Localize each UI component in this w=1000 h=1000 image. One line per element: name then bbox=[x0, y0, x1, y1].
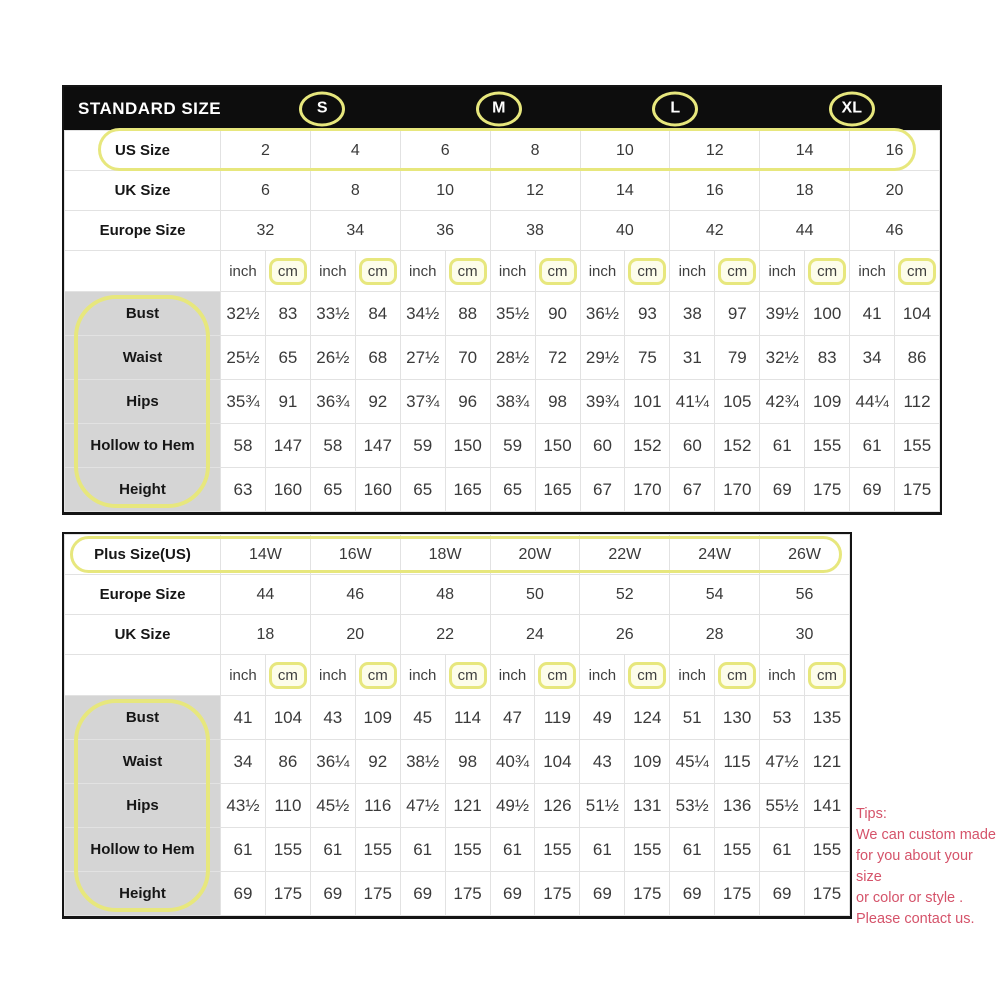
standard-size-title: STANDARD SIZE bbox=[78, 98, 222, 118]
unit-inch-label: inch bbox=[760, 251, 805, 292]
size-group-circle-s: S bbox=[299, 91, 345, 126]
measurement-value: 47 bbox=[490, 696, 535, 740]
measurement-value: 41 bbox=[221, 696, 266, 740]
size-value: 50 bbox=[490, 575, 580, 615]
measurement-value: 70 bbox=[445, 336, 490, 380]
size-value: 12 bbox=[490, 171, 580, 211]
measurement-value: 45½ bbox=[310, 784, 355, 828]
size-value: 18 bbox=[221, 615, 311, 655]
measurement-label: Waist bbox=[65, 740, 221, 784]
measurement-value: 126 bbox=[535, 784, 580, 828]
unit-inch-label: inch bbox=[670, 251, 715, 292]
size-value: 22 bbox=[400, 615, 490, 655]
unit-inch-label: inch bbox=[760, 655, 805, 696]
tips-line: We can custom made bbox=[856, 827, 996, 843]
size-value: 18W bbox=[400, 535, 490, 575]
unit-cm-cell bbox=[625, 655, 670, 696]
size-value: 20 bbox=[850, 171, 940, 211]
measurement-value: 53½ bbox=[670, 784, 715, 828]
row-label: Europe Size bbox=[65, 575, 221, 615]
size-value: 46 bbox=[850, 211, 940, 251]
cm-highlight-box: cm bbox=[359, 662, 397, 689]
measurement-value: 96 bbox=[445, 380, 490, 424]
unit-inch-label: inch bbox=[580, 251, 625, 292]
size-value: 26W bbox=[760, 535, 850, 575]
measurement-value: 155 bbox=[625, 828, 670, 872]
standard-size-header bbox=[64, 87, 940, 130]
measurement-value: 40¾ bbox=[490, 740, 535, 784]
row-label: US Size bbox=[65, 131, 221, 171]
measurement-value: 60 bbox=[580, 424, 625, 468]
measurement-value: 69 bbox=[850, 468, 895, 512]
measurement-value: 100 bbox=[805, 292, 850, 336]
measurement-label: Hollow to Hem bbox=[65, 424, 221, 468]
standard-size-table bbox=[62, 85, 942, 515]
measurement-value: 61 bbox=[670, 828, 715, 872]
measurement-value: 88 bbox=[445, 292, 490, 336]
measurement-value: 45¼ bbox=[670, 740, 715, 784]
measurement-value: 43 bbox=[310, 696, 355, 740]
measurement-value: 65 bbox=[310, 468, 355, 512]
measurement-value: 69 bbox=[400, 872, 445, 916]
measurement-value: 34½ bbox=[400, 292, 445, 336]
size-value: 44 bbox=[221, 575, 311, 615]
unit-inch-label: inch bbox=[400, 655, 445, 696]
size-value: 46 bbox=[310, 575, 400, 615]
measurement-value: 136 bbox=[715, 784, 760, 828]
standard-size-grid bbox=[64, 130, 940, 512]
size-value: 48 bbox=[400, 575, 490, 615]
measurement-value: 110 bbox=[265, 784, 310, 828]
size-value: 30 bbox=[760, 615, 850, 655]
size-value: 6 bbox=[400, 131, 490, 171]
measurement-value: 39½ bbox=[760, 292, 805, 336]
measurement-value: 65 bbox=[490, 468, 535, 512]
cm-highlight-box: cm bbox=[539, 258, 577, 285]
measurement-label: Height bbox=[65, 872, 221, 916]
row-label-empty bbox=[65, 655, 221, 696]
cm-highlight-box: cm bbox=[898, 258, 936, 285]
unit-inch-label: inch bbox=[670, 655, 715, 696]
size-value: 8 bbox=[490, 131, 580, 171]
measurement-value: 175 bbox=[535, 872, 580, 916]
size-value: 54 bbox=[670, 575, 760, 615]
unit-cm-cell bbox=[445, 251, 490, 292]
measurement-value: 175 bbox=[445, 872, 490, 916]
size-value: 10 bbox=[400, 171, 490, 211]
measurement-value: 83 bbox=[265, 292, 310, 336]
size-value: 56 bbox=[760, 575, 850, 615]
measurement-value: 59 bbox=[400, 424, 445, 468]
measurement-value: 33½ bbox=[310, 292, 355, 336]
measurement-value: 79 bbox=[715, 336, 760, 380]
measurement-value: 175 bbox=[625, 872, 670, 916]
tips-note bbox=[856, 804, 1000, 930]
measurement-value: 104 bbox=[895, 292, 940, 336]
measurement-value: 47½ bbox=[400, 784, 445, 828]
row-label: Europe Size bbox=[65, 211, 221, 251]
measurement-value: 61 bbox=[580, 828, 625, 872]
measurement-value: 109 bbox=[355, 696, 400, 740]
measurement-value: 60 bbox=[670, 424, 715, 468]
measurement-value: 36½ bbox=[580, 292, 625, 336]
measurement-value: 36¾ bbox=[310, 380, 355, 424]
measurement-value: 155 bbox=[445, 828, 490, 872]
measurement-value: 84 bbox=[355, 292, 400, 336]
tips-text bbox=[856, 825, 1000, 930]
measurement-value: 135 bbox=[804, 696, 849, 740]
measurement-value: 38¾ bbox=[490, 380, 535, 424]
measurement-value: 59 bbox=[490, 424, 535, 468]
measurement-value: 31 bbox=[670, 336, 715, 380]
size-value: 10 bbox=[580, 131, 670, 171]
cm-highlight-box: cm bbox=[269, 258, 307, 285]
size-value: 40 bbox=[580, 211, 670, 251]
measurement-value: 90 bbox=[535, 292, 580, 336]
measurement-value: 155 bbox=[805, 424, 850, 468]
measurement-value: 104 bbox=[535, 740, 580, 784]
size-value: 14 bbox=[760, 131, 850, 171]
measurement-value: 160 bbox=[265, 468, 310, 512]
measurement-value: 155 bbox=[715, 828, 760, 872]
measurement-value: 114 bbox=[445, 696, 490, 740]
measurement-value: 58 bbox=[310, 424, 355, 468]
cm-highlight-box: cm bbox=[538, 662, 576, 689]
measurement-value: 68 bbox=[355, 336, 400, 380]
unit-inch-label: inch bbox=[580, 655, 625, 696]
measurement-value: 175 bbox=[265, 872, 310, 916]
measurement-value: 49½ bbox=[490, 784, 535, 828]
measurement-value: 72 bbox=[535, 336, 580, 380]
measurement-value: 175 bbox=[805, 468, 850, 512]
measurement-value: 155 bbox=[804, 828, 849, 872]
measurement-value: 28½ bbox=[490, 336, 535, 380]
size-value: 14W bbox=[221, 535, 311, 575]
measurement-value: 152 bbox=[625, 424, 670, 468]
measurement-value: 45 bbox=[400, 696, 445, 740]
size-value: 8 bbox=[310, 171, 400, 211]
unit-inch-label: inch bbox=[310, 251, 355, 292]
measurement-value: 63 bbox=[221, 468, 266, 512]
unit-cm-cell bbox=[715, 251, 760, 292]
measurement-label: Bust bbox=[65, 292, 221, 336]
measurement-value: 92 bbox=[355, 380, 400, 424]
measurement-value: 26½ bbox=[310, 336, 355, 380]
row-label-empty bbox=[65, 251, 221, 292]
measurement-value: 32½ bbox=[221, 292, 266, 336]
measurement-value: 92 bbox=[355, 740, 400, 784]
measurement-value: 34 bbox=[221, 740, 266, 784]
measurement-value: 147 bbox=[355, 424, 400, 468]
measurement-value: 115 bbox=[715, 740, 760, 784]
measurement-value: 86 bbox=[895, 336, 940, 380]
measurement-value: 61 bbox=[850, 424, 895, 468]
unit-cm-cell bbox=[625, 251, 670, 292]
row-label: UK Size bbox=[65, 615, 221, 655]
cm-highlight-box: cm bbox=[269, 662, 307, 689]
unit-inch-label: inch bbox=[221, 655, 266, 696]
measurement-label: Hips bbox=[65, 784, 221, 828]
measurement-value: 61 bbox=[760, 828, 805, 872]
unit-cm-cell bbox=[355, 251, 400, 292]
measurement-value: 69 bbox=[760, 872, 805, 916]
measurement-value: 112 bbox=[895, 380, 940, 424]
size-value: 16 bbox=[670, 171, 760, 211]
size-value: 18 bbox=[760, 171, 850, 211]
measurement-label: Hollow to Hem bbox=[65, 828, 221, 872]
cm-highlight-box: cm bbox=[718, 258, 756, 285]
cm-highlight-box: cm bbox=[808, 662, 846, 689]
unit-cm-cell bbox=[895, 251, 940, 292]
measurement-value: 51½ bbox=[580, 784, 625, 828]
cm-highlight-box: cm bbox=[449, 258, 487, 285]
size-value: 44 bbox=[760, 211, 850, 251]
measurement-value: 38 bbox=[670, 292, 715, 336]
unit-cm-cell bbox=[805, 251, 850, 292]
measurement-value: 53 bbox=[760, 696, 805, 740]
unit-cm-cell bbox=[535, 655, 580, 696]
measurement-value: 75 bbox=[625, 336, 670, 380]
measurement-value: 116 bbox=[355, 784, 400, 828]
measurement-value: 41 bbox=[850, 292, 895, 336]
measurement-value: 97 bbox=[715, 292, 760, 336]
measurement-label: Hips bbox=[65, 380, 221, 424]
size-value: 12 bbox=[670, 131, 760, 171]
size-group-circles-area bbox=[234, 87, 940, 130]
measurement-value: 25½ bbox=[221, 336, 266, 380]
measurement-value: 69 bbox=[580, 872, 625, 916]
measurement-value: 34 bbox=[850, 336, 895, 380]
tips-line: for you about your size bbox=[856, 848, 973, 885]
unit-inch-label: inch bbox=[221, 251, 266, 292]
unit-cm-cell bbox=[715, 655, 760, 696]
unit-inch-label: inch bbox=[400, 251, 445, 292]
size-value: 2 bbox=[221, 131, 311, 171]
measurement-value: 131 bbox=[625, 784, 670, 828]
size-group-circle-m: M bbox=[476, 91, 522, 126]
measurement-value: 175 bbox=[715, 872, 760, 916]
measurement-value: 155 bbox=[355, 828, 400, 872]
measurement-value: 29½ bbox=[580, 336, 625, 380]
measurement-value: 47½ bbox=[760, 740, 805, 784]
unit-cm-cell bbox=[355, 655, 400, 696]
measurement-value: 152 bbox=[715, 424, 760, 468]
measurement-label: Waist bbox=[65, 336, 221, 380]
unit-cm-cell bbox=[445, 655, 490, 696]
unit-inch-label: inch bbox=[850, 251, 895, 292]
row-label: Plus Size(US) bbox=[65, 535, 221, 575]
measurement-value: 38½ bbox=[400, 740, 445, 784]
measurement-value: 86 bbox=[265, 740, 310, 784]
measurement-value: 27½ bbox=[400, 336, 445, 380]
measurement-value: 69 bbox=[670, 872, 715, 916]
measurement-value: 155 bbox=[535, 828, 580, 872]
size-group-circle-l: L bbox=[652, 91, 698, 126]
measurement-value: 150 bbox=[445, 424, 490, 468]
measurement-value: 61 bbox=[310, 828, 355, 872]
measurement-value: 41¼ bbox=[670, 380, 715, 424]
size-value: 28 bbox=[670, 615, 760, 655]
measurement-value: 61 bbox=[221, 828, 266, 872]
measurement-value: 175 bbox=[355, 872, 400, 916]
size-value: 4 bbox=[310, 131, 400, 171]
measurement-value: 35¾ bbox=[221, 380, 266, 424]
size-value: 24W bbox=[670, 535, 760, 575]
measurement-value: 104 bbox=[265, 696, 310, 740]
unit-cm-cell bbox=[265, 655, 310, 696]
measurement-value: 101 bbox=[625, 380, 670, 424]
measurement-value: 91 bbox=[265, 380, 310, 424]
tips-line: or color or style . bbox=[856, 890, 964, 906]
measurement-value: 124 bbox=[625, 696, 670, 740]
cm-highlight-box: cm bbox=[628, 258, 666, 285]
measurement-value: 150 bbox=[535, 424, 580, 468]
measurement-value: 69 bbox=[760, 468, 805, 512]
cm-highlight-box: cm bbox=[718, 662, 756, 689]
size-group-circle-xl: XL bbox=[829, 91, 875, 126]
measurement-value: 147 bbox=[265, 424, 310, 468]
size-value: 14 bbox=[580, 171, 670, 211]
size-value: 24 bbox=[490, 615, 580, 655]
unit-inch-label: inch bbox=[490, 655, 535, 696]
measurement-value: 35½ bbox=[490, 292, 535, 336]
measurement-value: 175 bbox=[804, 872, 849, 916]
measurement-value: 165 bbox=[535, 468, 580, 512]
plus-size-grid bbox=[64, 534, 850, 916]
cm-highlight-box: cm bbox=[449, 662, 487, 689]
measurement-value: 61 bbox=[400, 828, 445, 872]
measurement-value: 121 bbox=[804, 740, 849, 784]
measurement-value: 39¾ bbox=[580, 380, 625, 424]
measurement-value: 83 bbox=[805, 336, 850, 380]
measurement-value: 42¾ bbox=[760, 380, 805, 424]
measurement-value: 69 bbox=[310, 872, 355, 916]
measurement-value: 130 bbox=[715, 696, 760, 740]
unit-inch-label: inch bbox=[490, 251, 535, 292]
measurement-value: 61 bbox=[760, 424, 805, 468]
measurement-value: 98 bbox=[445, 740, 490, 784]
measurement-value: 98 bbox=[535, 380, 580, 424]
size-value: 16 bbox=[850, 131, 940, 171]
measurement-value: 155 bbox=[895, 424, 940, 468]
size-value: 38 bbox=[490, 211, 580, 251]
measurement-value: 109 bbox=[625, 740, 670, 784]
cm-highlight-box: cm bbox=[359, 258, 397, 285]
measurement-value: 119 bbox=[535, 696, 580, 740]
measurement-value: 51 bbox=[670, 696, 715, 740]
size-value: 20W bbox=[490, 535, 580, 575]
measurement-value: 93 bbox=[625, 292, 670, 336]
unit-cm-cell bbox=[804, 655, 849, 696]
measurement-value: 141 bbox=[804, 784, 849, 828]
measurement-value: 49 bbox=[580, 696, 625, 740]
measurement-value: 43 bbox=[580, 740, 625, 784]
measurement-value: 160 bbox=[355, 468, 400, 512]
cm-highlight-box: cm bbox=[808, 258, 846, 285]
cm-highlight-box: cm bbox=[628, 662, 666, 689]
measurement-value: 69 bbox=[490, 872, 535, 916]
measurement-label: Bust bbox=[65, 696, 221, 740]
measurement-value: 69 bbox=[221, 872, 266, 916]
measurement-value: 175 bbox=[895, 468, 940, 512]
measurement-value: 65 bbox=[265, 336, 310, 380]
size-value: 42 bbox=[670, 211, 760, 251]
measurement-value: 65 bbox=[400, 468, 445, 512]
measurement-value: 36¼ bbox=[310, 740, 355, 784]
measurement-value: 32½ bbox=[760, 336, 805, 380]
tips-title: Tips: bbox=[856, 806, 887, 822]
measurement-value: 55½ bbox=[760, 784, 805, 828]
plus-size-table bbox=[62, 532, 852, 919]
measurement-value: 67 bbox=[580, 468, 625, 512]
size-value: 34 bbox=[310, 211, 400, 251]
measurement-label: Height bbox=[65, 468, 221, 512]
unit-cm-cell bbox=[265, 251, 310, 292]
size-value: 26 bbox=[580, 615, 670, 655]
measurement-value: 61 bbox=[490, 828, 535, 872]
measurement-value: 67 bbox=[670, 468, 715, 512]
measurement-value: 170 bbox=[625, 468, 670, 512]
measurement-value: 58 bbox=[221, 424, 266, 468]
measurement-value: 121 bbox=[445, 784, 490, 828]
size-value: 16W bbox=[310, 535, 400, 575]
measurement-value: 109 bbox=[805, 380, 850, 424]
size-value: 36 bbox=[400, 211, 490, 251]
measurement-value: 165 bbox=[445, 468, 490, 512]
measurement-value: 155 bbox=[265, 828, 310, 872]
size-value: 52 bbox=[580, 575, 670, 615]
measurement-value: 43½ bbox=[221, 784, 266, 828]
size-value: 32 bbox=[221, 211, 311, 251]
unit-inch-label: inch bbox=[310, 655, 355, 696]
row-label: UK Size bbox=[65, 171, 221, 211]
tips-line: Please contact us. bbox=[856, 911, 975, 927]
measurement-value: 44¼ bbox=[850, 380, 895, 424]
unit-cm-cell bbox=[535, 251, 580, 292]
size-value: 22W bbox=[580, 535, 670, 575]
size-value: 20 bbox=[310, 615, 400, 655]
measurement-value: 37¾ bbox=[400, 380, 445, 424]
size-value: 6 bbox=[221, 171, 311, 211]
measurement-value: 105 bbox=[715, 380, 760, 424]
measurement-value: 170 bbox=[715, 468, 760, 512]
